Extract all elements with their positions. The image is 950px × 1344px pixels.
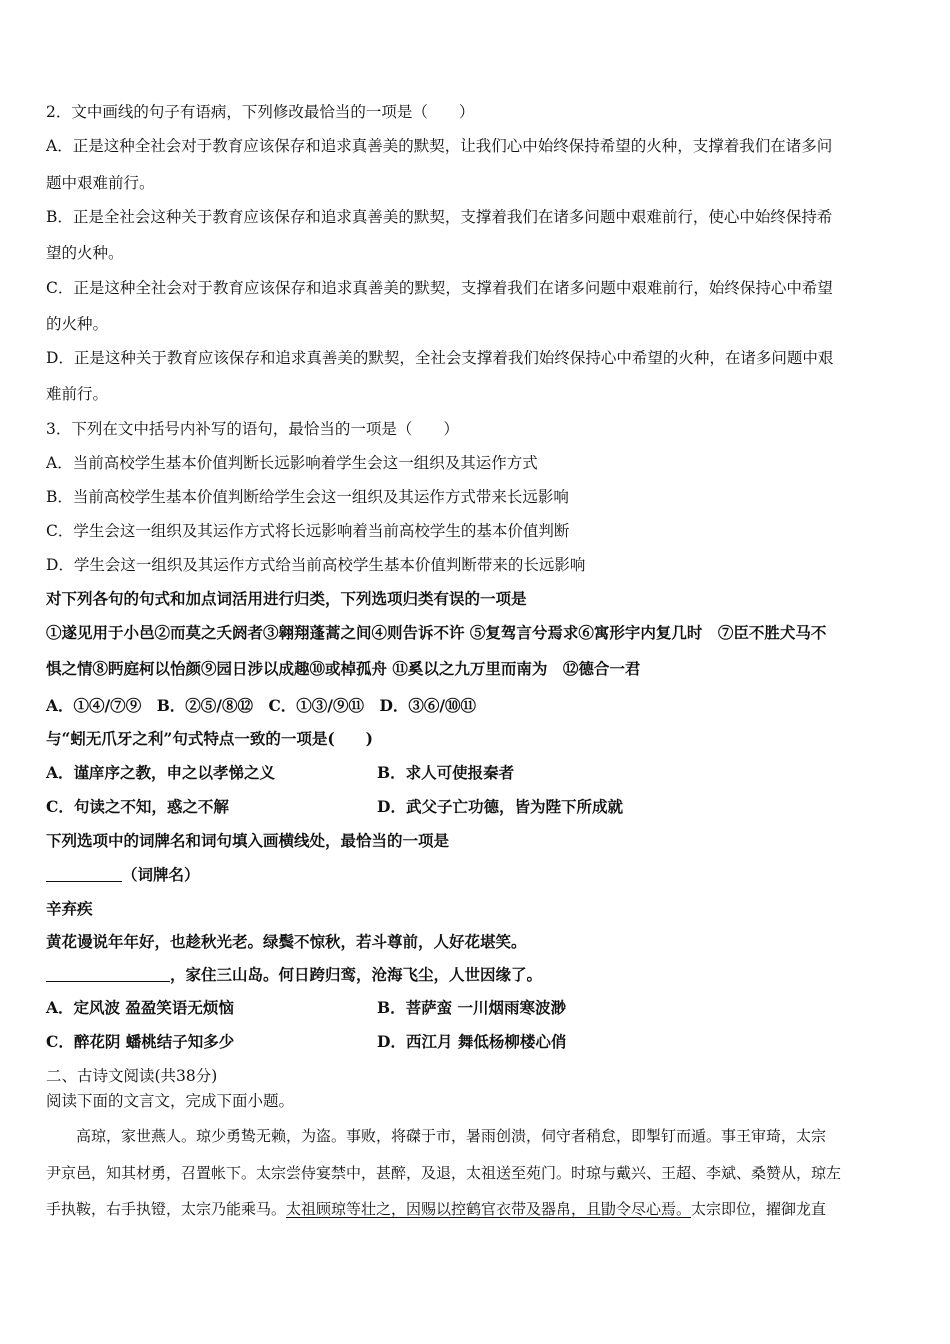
q2-option-a-line2: 题中艰难前行。 — [46, 174, 155, 192]
q6-option-b: B．菩萨蛮 一川烟雨寒波渺 — [377, 998, 566, 1017]
q5-stem: 与“蚓无爪牙之利”句式特点一致的一项是( ) — [46, 729, 373, 748]
cipai-blank — [46, 865, 122, 882]
q3-option-c: C．学生会这一组织及其运作方式将长远影响着当前高校学生的基本价值判断 — [46, 522, 570, 540]
q3-option-a: A．当前高校学生基本价值判断长远影响着学生会这一组织及其运作方式 — [46, 454, 538, 472]
q2-option-d-line2: 难前行。 — [46, 385, 109, 403]
q6-poem-line2 — [46, 965, 542, 985]
q6-poem-line1: 黄花谩说年年好，也趁秋光老。绿鬓不惊秋，若斗尊前，人好花堪笑。 — [46, 932, 527, 951]
passage-line2: 尹京邑，知其材勇，召置帐下。太宗尝侍宴禁中，甚醉，及退，太祖送至苑门。时琼与戴兴、王超、李斌、桑赞从，琼左 — [46, 1164, 842, 1182]
q5-option-a: A．谨庠序之教，申之以孝悌之义 — [46, 763, 276, 782]
q2-option-b-line2: 望的火种。 — [46, 244, 124, 262]
passage-line3-end: 太宗即位，擢御龙直 — [691, 1200, 827, 1218]
q6-cipai-hint: （词牌名） — [122, 865, 200, 884]
q4-options: A．①④/⑦⑨ B．②⑤/⑧⑫ C．①③/⑨⑪ D．③⑥/⑩⑪ — [46, 696, 477, 715]
q3-option-b: B．当前高校学生基本价值判断给学生会这一组织及其运作方式带来长远影响 — [46, 488, 569, 506]
passage-line3 — [46, 1199, 826, 1219]
q6-option-c: C．醉花阴 蟠桃结子知多少 — [46, 1032, 235, 1051]
passage-line1: 高琼，家世燕人。琼少勇鸷无赖，为盗。事败，将磔于市，暑雨创溃，伺守者稍怠，即掣钉而遁。事王审琦，太宗 — [46, 1127, 827, 1145]
q2-option-d-line1: D．正是这种关于教育应该保存和追求真善美的默契，全社会支撑着我们始终保持心中希望的火种，在诸多问题中艰 — [46, 349, 834, 367]
q2-option-b-line1: B．正是全社会这种关于教育应该保存和追求真善美的默契，支撑着我们在诸多问题中艰难前行，使心中始终保持希 — [46, 208, 833, 226]
q2-option-a-line1: A．正是这种全社会对于教育应该保存和追求真善美的默契，让我们心中始终保持希望的火种，支撑着我们在诸多问 — [46, 137, 833, 155]
q6-option-a: A．定风波 盈盈笑语无烦恼 — [46, 998, 234, 1017]
passage-line3-start: 手执鞍，右手执镫，太宗乃能乘马。 — [46, 1200, 287, 1218]
q5-option-d: D．武父子亡功德，皆为陛下所成就 — [377, 797, 623, 816]
q6-option-d: D．西江月 舞低杨柳楼心俏 — [377, 1032, 567, 1051]
passage-underlined-sentence: 太祖顾琼等壮之，因赐以控鹤官衣带及器帛，且勖令尽心焉。 — [286, 1200, 692, 1218]
q2-option-c-line2: 的火种。 — [46, 315, 109, 333]
q6-author: 辛弃疾 — [46, 899, 93, 918]
q5-option-b: B．求人可使报秦者 — [377, 763, 515, 782]
q4-items-line2: 惧之情⑧眄庭柯以怡颜⑨园日涉以成趣⑩或棹孤舟 ⑪奚以之九万里而南为 ⑫德合一君 — [46, 659, 641, 678]
q3-stem: 3．下列在文中括号内补写的语句，最恰当的一项是（ ） — [46, 420, 459, 438]
poem-line-blank — [46, 965, 170, 982]
section2-title: 二、古诗文阅读(共38分) — [46, 1067, 218, 1085]
q5-option-c: C．句读之不知，惑之不解 — [46, 797, 229, 816]
q6-cipai-line — [46, 865, 200, 885]
q3-option-d: D．学生会这一组织及其运作方式给当前高校学生基本价值判断带来的长远影响 — [46, 556, 586, 574]
q2-stem: 2．文中画线的句子有语病，下列修改最恰当的一项是（ ） — [46, 103, 475, 121]
q4-items-line1: ①遂见用于小邑②而莫之夭阏者③翱翔蓬蒿之间④则告诉不许 ⑤复驾言兮焉求⑥寓形宇内复几时 ⑦臣不胜犬马不 — [46, 623, 827, 642]
q6-poem-line2-text: ，家住三山岛。何日跨归鸾，沧海飞尘，人世因缘了。 — [170, 965, 543, 984]
section2-intro: 阅读下面的文言文，完成下面小题。 — [46, 1092, 295, 1110]
q6-stem: 下列选项中的词牌名和词句填入画横线处，最恰当的一项是 — [46, 831, 450, 850]
q2-option-c-line1: C．正是这种全社会对于教育应该保存和追求真善美的默契，支撑着我们在诸多问题中艰难前行，始终保持心中希望 — [46, 279, 833, 297]
q4-stem: 对下列各句的句式和加点词活用进行归类，下列选项归类有误的一项是 — [46, 589, 527, 608]
